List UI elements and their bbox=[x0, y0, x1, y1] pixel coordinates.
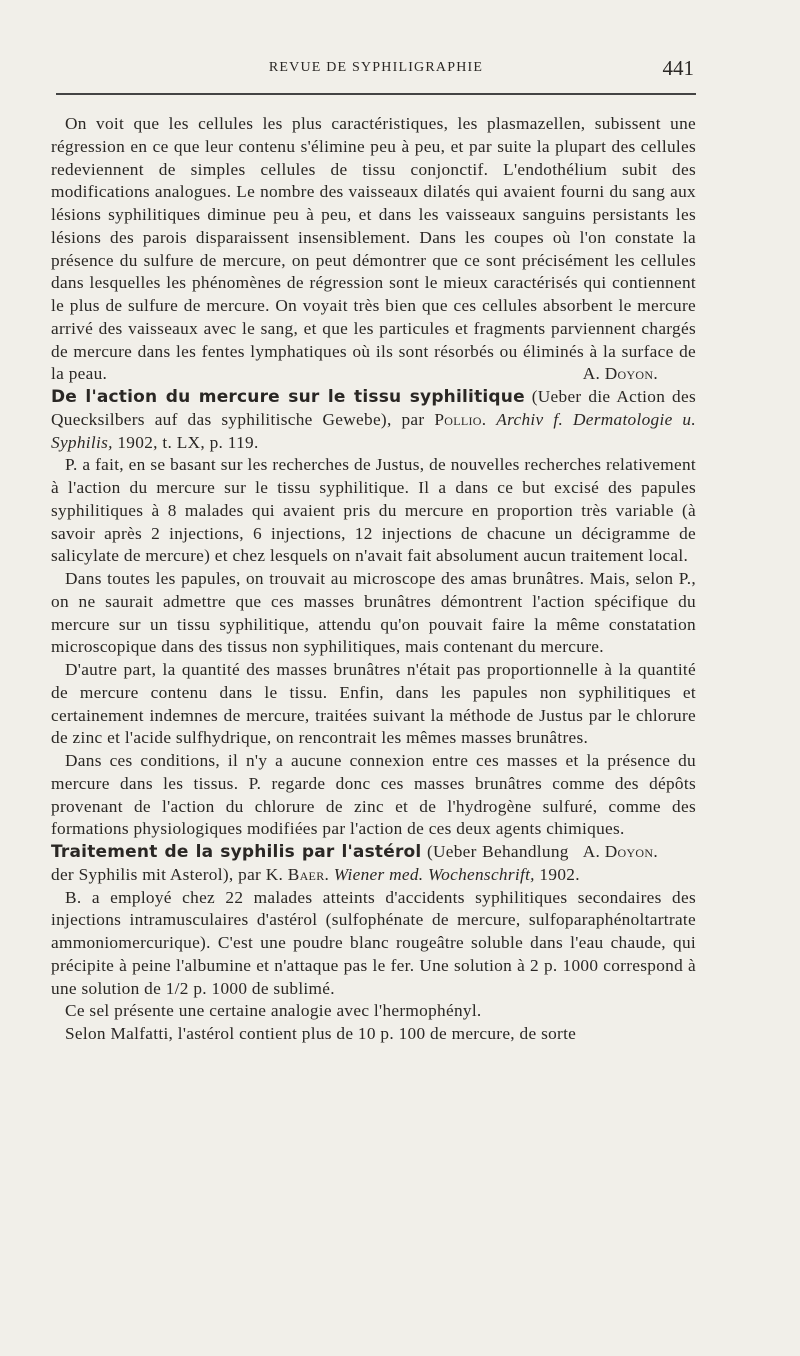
entry-journal: Wiener med. Wochenschrift, bbox=[333, 864, 535, 884]
entry-author: Pollio. bbox=[434, 409, 487, 429]
body-text bbox=[51, 113, 696, 1046]
entry-title: Traitement de la syphilis par l'astérol bbox=[51, 842, 422, 862]
paragraph: Ce sel présente une certaine analogie avec l'hermophényl. bbox=[65, 1001, 482, 1021]
entry-author: Baer. bbox=[287, 864, 330, 884]
review-entry-mercure bbox=[51, 386, 696, 454]
paragraph-text: Dans ces conditions, il n'y a aucune connexion entre ces masses et la présence du mercure dans les tissus. P. regarde donc ces masses brunâtres comme des dépôts provenant de l'action du chlorure de zinc et de l'hydrogène sulfuré, comme des formations physiologiques modifiées par l'action de ces deux agents chimiques. bbox=[51, 751, 696, 839]
signature: A. Doyon. bbox=[582, 364, 658, 384]
signature: A. Doyon. bbox=[582, 842, 658, 861]
paragraph-text: On voit que les cellules les plus caractéristiques, les plasmazellen, subissent une régression en ce que leur contenu s'élimine peu à peu, et par suite la plupart des cellules redeviennent de simples cellules de tissu conjonctif. L'endothélium subit des modifications analogues. Le nombre des vaisseaux dilatés qui avaient fourni du sang aux lésions syphilitiques diminue peu à peu, et dans les vaisseaux sanguins persistants les lésions des parois disparaissent insensiblement. Dans les coupes où l'on constate la présence du sulfure de mercure, on peut démontrer que ce sont précisément les cellules dans lesquelles les phénomènes de régression sont le mieux caractérisés qui contiennent le plus de sulfure de mercure. On voyait très bien que ces cellules absorbent le mercure arrivé des vaisseaux avec le sang, et que les particules et fragments parviennent chargés de mercure dans les fentes lymphatiques où ils sont résorbés ou éliminés à la surface de la peau. bbox=[51, 114, 696, 384]
entry-reference-end: 1902, t. LX, p. 119. bbox=[112, 432, 259, 452]
paragraph: P. a fait, en se basant sur les recherches de Justus, de nouvelles recherches relativement à l'action du mercure sur le tissu syphilitique. Il a dans ce but excisé des papules syphilitiques à 8 malades qui avaient pris du mercure en proportion très variable (à savoir après 2 injections, 6 injections, 12 injections de chacune un décigramme de salicylate de mercure) et chez lesquels on n'avait fait absolument aucun traitement local. bbox=[51, 455, 696, 566]
entry-reference: (Ueber Behandlung der Syphilis mit Asterol), par K. bbox=[51, 842, 569, 884]
paragraph: Dans toutes les papules, on trouvait au microscope des amas brunâtres. Mais, selon P., on ne saurait admettre que ces masses brunâtres démontrent l'action spécifique du mercure sur un tissu syphilitique, attendu qu'on pouvait faire la même constatation microscopique dans des tissus non syphilitiques, mais contenant du mercure. bbox=[51, 569, 696, 657]
page-header bbox=[56, 56, 696, 84]
page-number: 441 bbox=[662, 56, 694, 80]
running-title: REVUE DE SYPHILIGRAPHIE bbox=[268, 60, 484, 75]
paragraph: D'autre part, la quantité des masses brunâtres n'était pas proportionnelle à la quantité de mercure contenu dans le tissu. Enfin, dans les papules non syphilitiques et certainement indemnes de mercure, traitées suivant la méthode de Justus par le chlorure de zinc et l'acide sulfhydrique, on rencontrait les mêmes masses brunâtres. bbox=[51, 660, 696, 748]
entry-reference-end: 1902. bbox=[534, 864, 580, 884]
paragraph bbox=[51, 113, 696, 386]
entry-reference: (Ueber die Action des Quecksilbers auf das syphilitische Gewebe), par bbox=[51, 387, 696, 429]
entry-title: De l'action du mercure sur le tissu syphilitique bbox=[51, 387, 525, 407]
paragraph: B. a employé chez 22 malades atteints d'accidents syphilitiques secondaires des injections intramusculaires d'astérol (sulfophénate de mercure, sulfoparaphénoltartrate ammoniomercurique). C'est une poudre blanc rougeâtre soluble dans l'eau chaude, qui précipite à peine l'albumine et n'attaque pas le fer. Une solution à 2 p. 1000 correspond à une solution de 1/2 p. 1000 de sublimé. bbox=[51, 887, 696, 998]
entry-journal: Archiv f. Dermatologie u. Syphilis, bbox=[51, 409, 696, 452]
paragraph: Selon Malfatti, l'astérol contient plus de 10 p. 100 de mercure, de sorte bbox=[65, 1024, 577, 1043]
header-rule bbox=[56, 93, 696, 95]
